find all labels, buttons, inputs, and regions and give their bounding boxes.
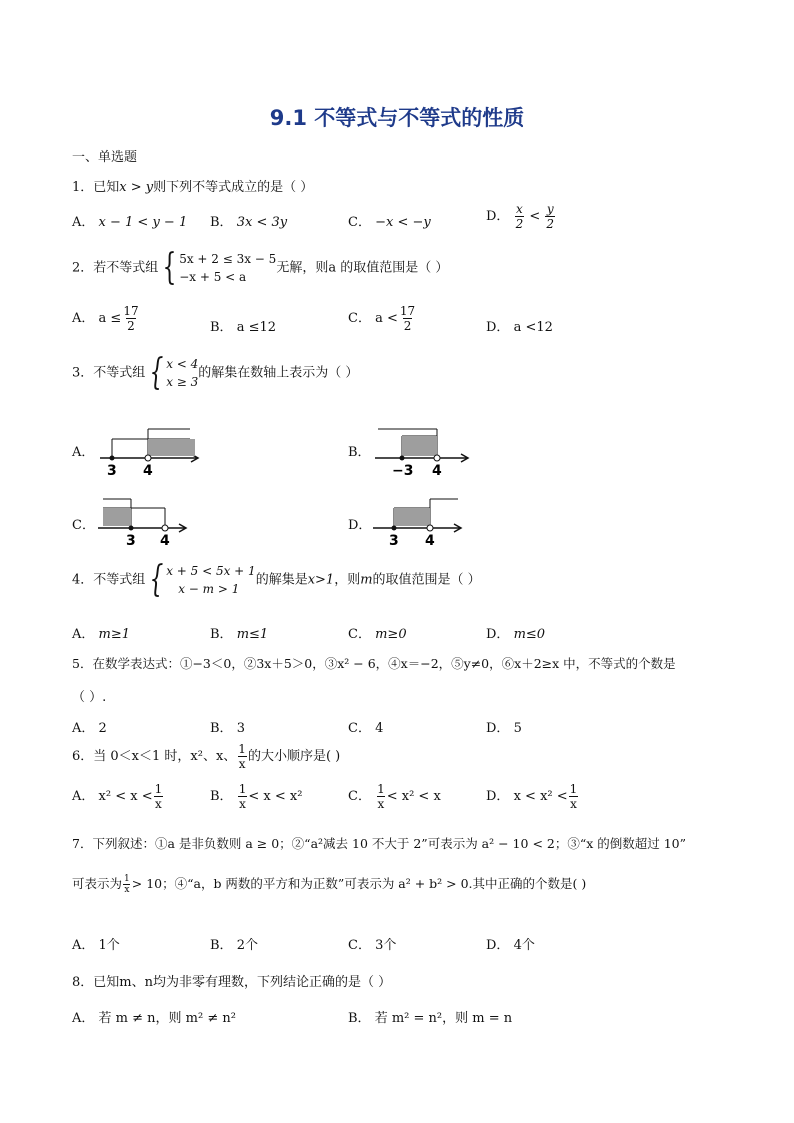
system-line-2: x − m > 1 [178,582,240,596]
fraction [376,782,386,811]
q7-option-d[interactable] [486,934,535,953]
q6-stem-post: 的大小顺序是( ) [247,749,341,764]
brace-icon: { [149,352,164,393]
option-label: D． [486,320,510,335]
question-5-stem-cont: （ ）. [72,690,107,705]
question-5-stem: 5．在数学表达式：①−3＜0，②3x＋5＞0，③x² − 6，④x＝−2，⑤y≠0，⑥x＋2≥x 中，不等式的个数是 [72,656,676,671]
question-1-stem [72,176,313,195]
option-label: C． [348,311,371,326]
denominator: x [238,757,246,771]
denominator: x [239,797,246,811]
numerator: 17 [399,304,416,318]
page-title: 9.1 不等式与不等式的性质 [269,106,525,130]
q3-option-c-number-line[interactable] [93,494,198,548]
fraction [123,874,131,895]
denominator: x [570,797,577,811]
option-text: 1个 [98,938,120,953]
q4-stem-mid: 的解集是 [255,572,308,588]
option-label: D． [486,721,510,736]
tick-label: 3 [389,533,399,548]
option-text: 3 [236,721,245,736]
option-text: x − 1 < y − 1 [98,215,188,230]
q3-option-b-label[interactable]: B． [348,445,371,460]
option-label: B． [210,721,233,736]
fraction [154,782,164,811]
q4-option-a[interactable] [72,623,130,642]
q2-option-c[interactable] [348,304,417,333]
option-label: B． [210,789,233,804]
tick-label: 4 [425,533,435,548]
q3-stem-pre: 3．不等式组 [72,365,146,381]
numerator: 1 [154,782,163,796]
option-label: A． [72,1011,95,1026]
q7-stem-post: ；④“a，b 两数的平方和为正数”可表示为 a² + b² > 0.其中正确的个数是( ) [162,876,587,891]
option-text: x² < x < [98,789,153,804]
option-text: a < [375,311,398,326]
option-label: A． [72,627,95,642]
option-text: m≥0 [375,627,407,642]
option-text: < x < x² [248,789,303,804]
option-label: A． [72,311,95,326]
q3-option-d-number-line[interactable] [368,494,473,548]
tick-label: 4 [143,463,153,478]
option-text: 2 [98,721,107,736]
q2-option-a[interactable] [72,304,141,333]
q7-option-a[interactable] [72,934,120,953]
q7-option-b[interactable] [210,934,258,953]
tick-label: 4 [432,463,442,478]
q5-option-d[interactable] [486,717,522,736]
q3-option-b-number-line[interactable] [370,424,480,478]
brace-icon: { [149,559,164,600]
fraction [399,304,416,333]
system-line-1: x < 4 [166,357,199,371]
q4-stem-pre: 4．不等式组 [72,572,146,588]
option-text: a ≤ [98,311,122,326]
q4-stem-post: 的取值范围是（ ） [372,572,481,588]
numerator: 1 [124,874,130,884]
q7-expression: > 10 [131,876,163,891]
q6-option-a[interactable] [72,782,164,811]
q1-condition: x > y [119,180,154,195]
option-text: 4个 [513,938,535,953]
option-text: 3x < 3y [236,215,288,230]
option-label: B． [210,215,233,230]
question-4-stem [72,559,481,600]
numerator: 17 [123,304,139,318]
q6-option-d[interactable] [486,782,579,811]
option-text: 3个 [375,938,397,953]
numerator: 1 [377,782,385,796]
q4-stem-mid2: ，则 [334,572,361,588]
system-line-1: x + 5 < 5x + 1 [166,564,256,578]
q4-option-c[interactable] [348,623,407,642]
numerator: 1 [238,782,247,796]
q3-option-a-number-line[interactable] [95,424,210,478]
tick-label: 3 [107,463,117,478]
option-label: C． [348,789,371,804]
q2-option-b[interactable] [210,316,276,335]
option-label: D． [486,627,510,642]
option-label: B． [210,627,233,642]
option-label: D． [486,938,510,953]
q6-option-b[interactable] [210,782,302,811]
denominator: 2 [403,319,412,333]
q4-condition: x>1 [307,572,335,588]
q1-option-c[interactable] [348,211,431,230]
option-label: A． [72,789,95,804]
denominator: 2 [546,217,555,231]
inequality-system [145,559,256,600]
q1-option-d[interactable] [486,202,556,231]
q5-option-c[interactable] [348,717,383,736]
option-label: B． [348,1011,371,1026]
tick-label: 4 [160,533,170,548]
option-label: C． [348,215,371,230]
tick-label: 3 [126,533,136,548]
fraction [545,202,555,231]
fraction [122,304,139,333]
option-label: B． [210,320,233,335]
question-7-stem-line2 [72,874,586,895]
q2-option-d[interactable] [486,316,553,335]
q7-option-c[interactable] [348,934,396,953]
option-text: < x² < x [386,789,441,804]
fraction [569,782,579,811]
option-label: C． [348,627,371,642]
option-label: A． [72,215,95,230]
option-text: 若 m ≠ n，则 m² ≠ n² [98,1011,236,1026]
inequality-system [158,247,277,288]
system-line-1: 5x + 2 ≤ 3x − 5 [179,252,277,266]
operator: < [529,209,541,224]
option-label: C． [348,938,371,953]
option-label: A． [72,938,95,953]
section-heading: 一、单选题 [72,150,138,165]
q5-option-b[interactable] [210,717,245,736]
inequality-system [145,352,199,393]
q8-option-a[interactable] [72,1007,236,1026]
question-2-stem [72,247,449,288]
question-7-stem-line1: 7．下列叙述：①a 是非负数则 a ≥ 0；②“a²减去 10 不大于 2”可表示为 a² − 10 < 2；③“x 的倒数超过 10” [72,836,687,851]
denominator: 2 [127,319,135,333]
q6-option-c[interactable] [348,782,441,811]
option-text: −x < −y [375,215,431,230]
q3-option-a-label[interactable]: A． [72,445,95,460]
denominator: 2 [515,217,524,231]
numerator: 1 [238,742,246,756]
denominator: x [155,797,162,811]
system-line-2: x ≥ 3 [166,375,199,389]
option-label: D． [486,789,510,804]
q4-variable: m [360,572,373,588]
q3-option-c-label[interactable]: C． [72,518,95,533]
option-label: D． [486,209,510,224]
denominator: x [124,885,130,895]
q7-stem-pre: 可表示为 [72,876,123,891]
option-text: 2个 [236,938,258,953]
denominator: x [377,797,385,811]
question-6-stem [72,742,340,771]
q8-option-b[interactable] [348,1007,512,1026]
option-text: a ≤12 [236,320,277,335]
option-text: x < x² < [513,789,568,804]
option-text: m≥1 [98,627,131,642]
option-label: B． [210,938,233,953]
question-3-stem [72,352,359,393]
system-line-2: −x + 5 < a [179,270,247,284]
q3-option-d-label[interactable]: D． [348,518,372,533]
fraction [515,202,525,231]
q2-stem-pre: 2．若不等式组 [72,260,159,276]
brace-icon: { [162,247,177,288]
option-text: 若 m² = n²，则 m = n [374,1011,513,1026]
q1-option-b[interactable] [210,211,287,230]
q6-stem-pre: 6．当 0＜x＜1 时，x²、x、 [72,749,237,764]
option-label: A． [72,721,95,736]
option-text: 5 [513,721,522,736]
numerator: 1 [569,782,578,796]
numerator: x [516,202,523,216]
q1-stem-pre: 1．已知 [72,180,120,195]
fraction [238,782,248,811]
numerator: y [546,202,554,216]
q3-stem-post: 的解集在数轴上表示为（ ） [198,365,359,381]
option-text: m≤0 [513,627,546,642]
q4-option-d[interactable] [486,623,545,642]
q5-option-a[interactable] [72,717,107,736]
option-label: C． [348,721,371,736]
option-text: a <12 [513,320,553,335]
tick-label: −3 [392,463,414,478]
q2-stem-post: 无解，则a 的取值范围是（ ） [276,260,449,276]
q1-option-a[interactable] [72,211,187,230]
option-text: m≤1 [236,627,269,642]
option-text: 4 [375,721,384,736]
q4-option-b[interactable] [210,623,268,642]
q1-stem-post: 则下列不等式成立的是（ ） [153,180,314,195]
question-8-stem: 8．已知m、n均为非零有理数，下列结论正确的是（ ） [72,975,392,990]
fraction [237,742,247,771]
